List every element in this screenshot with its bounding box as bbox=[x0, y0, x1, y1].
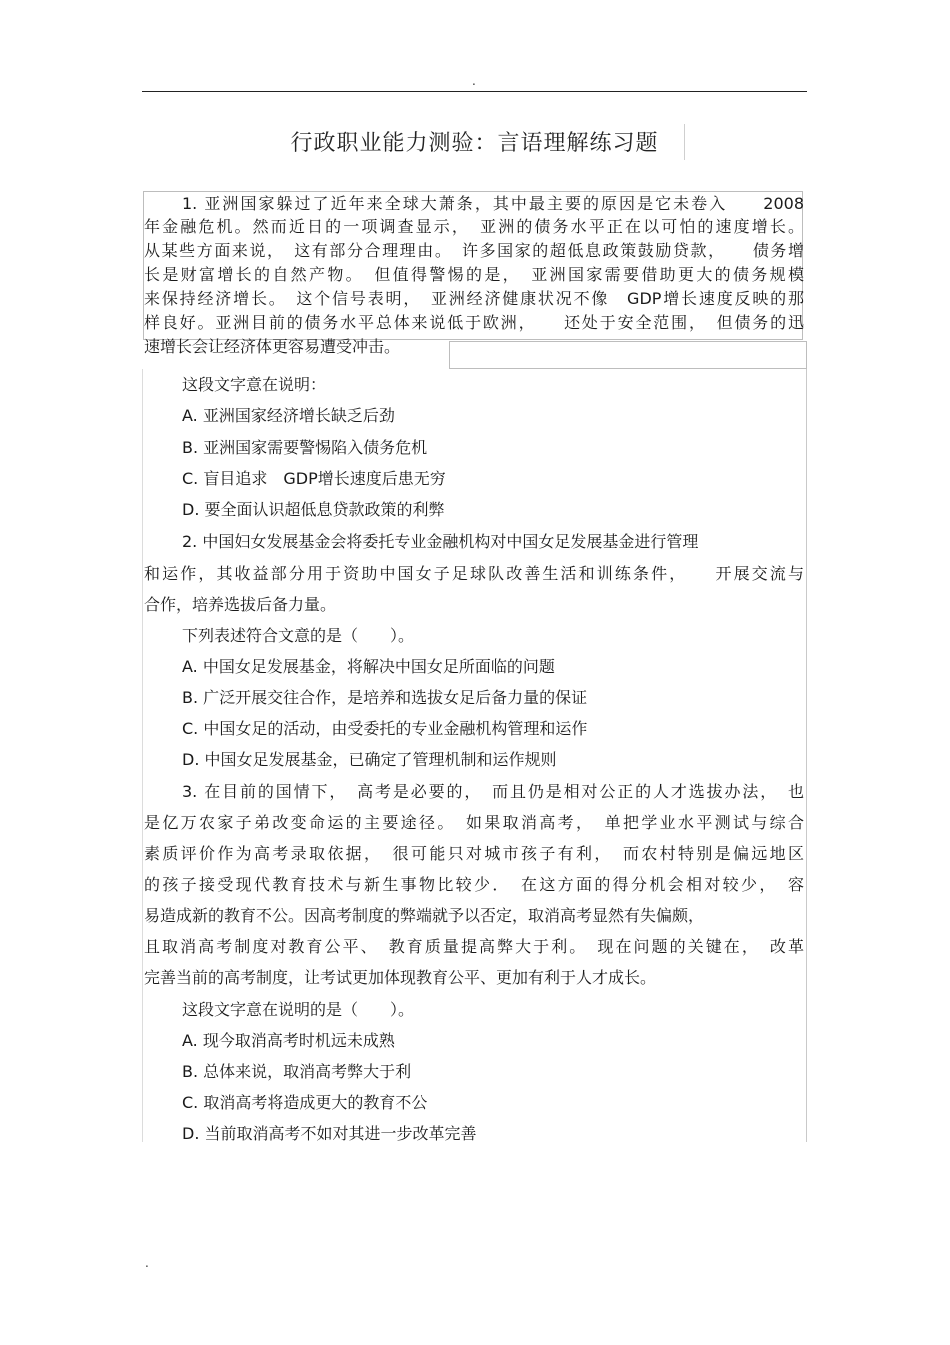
q1-line-7: 速增长会让经济体更容易遭受冲击。 bbox=[144, 337, 401, 356]
q2-line-2: 和运作，其收益部分用于资助中国女子足球队改善生活和训练条件， 开展交流与 bbox=[144, 564, 804, 583]
q3-option-d: D. 当前取消高考不如对其进一步改革完善 bbox=[182, 1124, 477, 1143]
q1-line-3: 从某些方面来说， 这有部分合理理由。 许多国家的超低息政策鼓励贷款， 债务增 bbox=[144, 241, 804, 260]
q1-option-b: B. 亚洲国家需要警惕陷入债务危机 bbox=[182, 438, 428, 457]
q3-line-4: 的孩子接受现代教育技术与新生事物比较少． 在这方面的得分机会相对较少， 容 bbox=[144, 875, 804, 894]
q2-prompt: 下列表述符合文意的是（ ）。 bbox=[182, 626, 415, 645]
q1-line-6: 样良好。亚洲目前的债务水平总体来说低于欧洲， 还处于安全范围， 但债务的迅 bbox=[144, 313, 804, 332]
q3-line-1: 3. 在目前的国情下， 高考是必要的， 而且仍是相对公正的人才选拔办法， 也 bbox=[182, 782, 804, 801]
q2-option-b: B. 广泛开展交往合作，是培养和选拔女足后备力量的保证 bbox=[182, 688, 588, 707]
q1-line-1: 1. 亚洲国家躲过了近年来全球大萧条，其中最主要的原因是它未卷入 2008 bbox=[182, 194, 804, 213]
q1-line-2: 年金融危机。然而近日的一项调查显示， 亚洲的债务水平正在以可怕的速度增长。 bbox=[144, 217, 804, 236]
q3-line-5: 易造成新的教育不公。因高考制度的弊端就予以否定，取消高考显然有失偏颇， bbox=[144, 906, 705, 925]
q1-option-a: A. 亚洲国家经济增长缺乏后劲 bbox=[182, 406, 395, 425]
q3-option-a: A. 现今取消高考时机远未成熟 bbox=[182, 1031, 395, 1050]
q1-option-c: C. 盲目追求 GDP增长速度后患无穷 bbox=[182, 469, 446, 488]
footer-dot: . bbox=[145, 1256, 149, 1270]
q3-option-c: C. 取消高考将造成更大的教育不公 bbox=[182, 1093, 428, 1112]
header-rule bbox=[142, 91, 807, 92]
q2-line-3: 合作，培养选拔后备力量。 bbox=[144, 595, 337, 614]
q3-line-6: 且取消高考制度对教育公平、 教育质量提高弊大于利。 现在问题的关键在， 改革 bbox=[144, 937, 804, 956]
q1-option-d: D. 要全面认识超低息贷款政策的利弊 bbox=[182, 500, 445, 519]
page-title: 行政职业能力测验：言语理解练习题 bbox=[290, 131, 659, 156]
q2-option-d: D. 中国女足发展基金，已确定了管理机制和运作规则 bbox=[182, 750, 557, 769]
q2-line-1: 2. 中国妇女发展基金会将委托专业金融机构对中国女足发展基金进行管理 bbox=[182, 532, 699, 551]
q1-line-4: 长是财富增长的自然产物。 但值得警惕的是， 亚洲国家需要借助更大的债务规模 bbox=[144, 265, 804, 284]
left-margin-line bbox=[142, 369, 143, 1142]
q3-line-2: 是亿万农家子弟改变命运的主要途径。 如果取消高考， 单把学业水平测试与综合 bbox=[144, 813, 804, 832]
q3-line-3: 素质评价作为高考录取依据， 很可能只对城市孩子有利， 而农村特别是偏远地区 bbox=[144, 844, 804, 863]
right-margin-line bbox=[806, 369, 807, 1142]
title-cursor-mark bbox=[684, 124, 685, 160]
q1-line-5: 来保持经济增长。 这个信号表明， 亚洲经济健康状况不像 GDP增长速度反映的那 bbox=[144, 289, 804, 308]
q2-option-c: C. 中国女足的活动，由受委托的专业金融机构管理和运作 bbox=[182, 719, 588, 738]
header-dot: . bbox=[472, 74, 476, 88]
q1-prompt: 这段文字意在说明： bbox=[182, 375, 327, 394]
q3-line-7: 完善当前的高考制度，让考试更加体现教育公平、更加有利于人才成长。 bbox=[144, 968, 657, 987]
q3-option-b: B. 总体来说，取消高考弊大于利 bbox=[182, 1062, 412, 1081]
q3-prompt: 这段文字意在说明的是（ ）。 bbox=[182, 1000, 415, 1019]
q2-option-a: A. 中国女足发展基金，将解决中国女足所面临的问题 bbox=[182, 657, 555, 676]
